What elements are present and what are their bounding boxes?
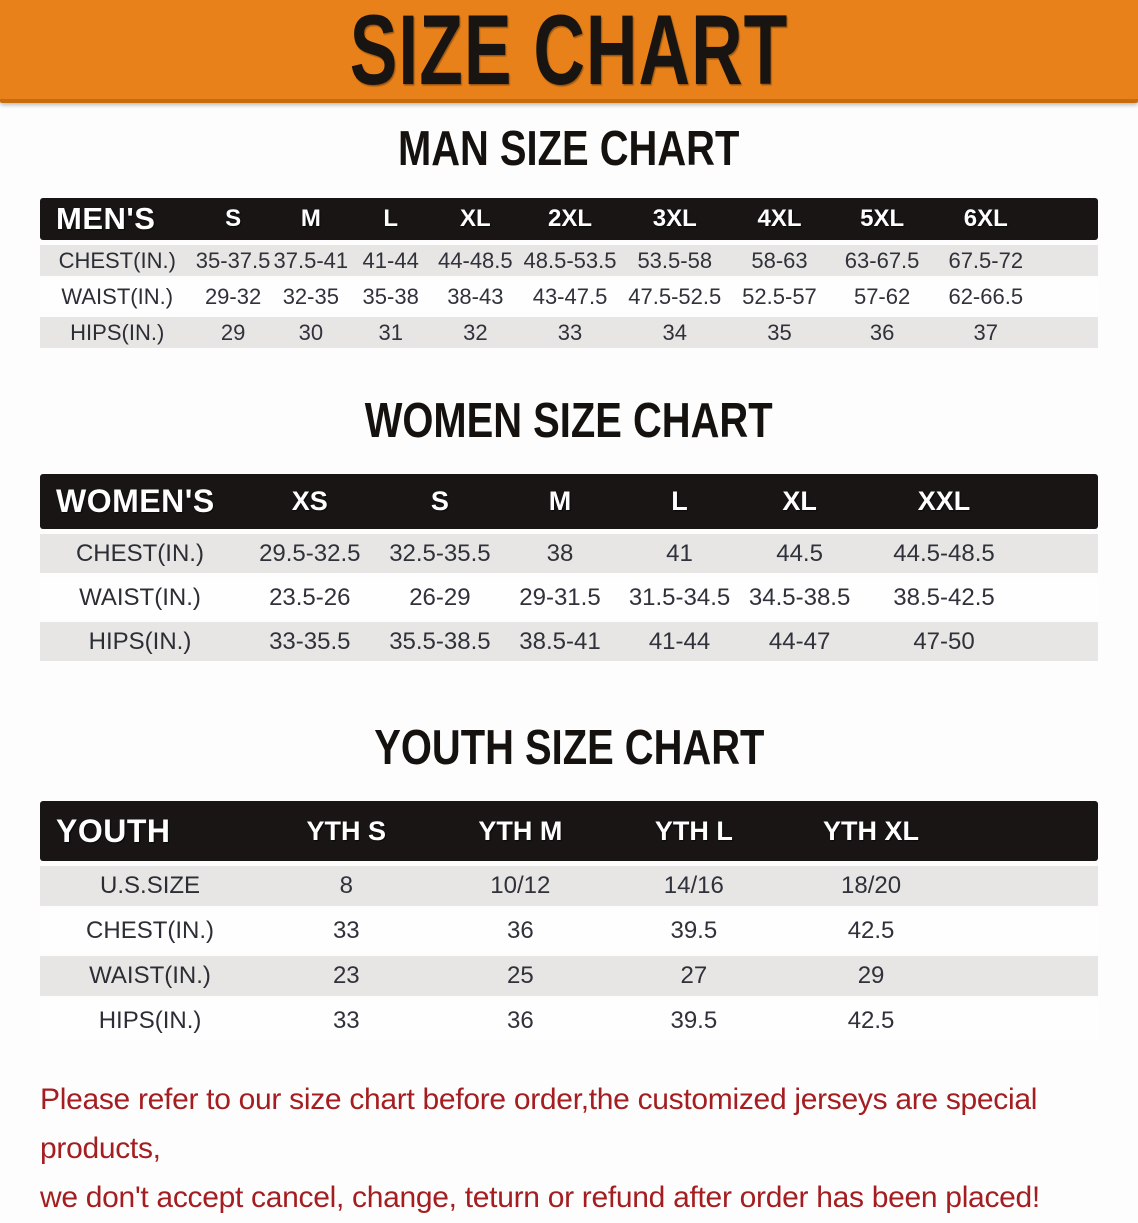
- size-value-cell: 48.5-53.5: [519, 245, 621, 276]
- size-column-header: 5XL: [830, 198, 934, 240]
- youth-section-heading: [0, 719, 1138, 776]
- measurement-row: [40, 866, 1098, 906]
- size-chart-banner: [0, 0, 1138, 103]
- size-value-cell: 47.5-52.5: [621, 281, 729, 312]
- measurement-row: [40, 622, 1098, 661]
- row-label: WAIST(IN.): [40, 281, 194, 312]
- row-spacer: [1038, 317, 1098, 348]
- row-label: U.S.SIZE: [40, 866, 260, 906]
- size-value-cell: 27: [608, 956, 779, 996]
- group-label: MEN'S: [40, 198, 194, 240]
- size-value-cell: 42.5: [780, 911, 963, 951]
- row-spacer: [963, 866, 1098, 906]
- size-value-cell: 33: [519, 317, 621, 348]
- size-column-header: L: [350, 198, 431, 240]
- size-column-header: 4XL: [729, 198, 831, 240]
- size-value-cell: 52.5-57: [729, 281, 831, 312]
- size-header-row: [40, 198, 1098, 240]
- size-value-cell: 10/12: [433, 866, 609, 906]
- row-spacer: [1038, 245, 1098, 276]
- measurement-row: [40, 281, 1098, 312]
- youth-size-table: [40, 796, 1098, 1046]
- size-column-header: YTH L: [608, 801, 779, 861]
- header-spacer: [1038, 198, 1098, 240]
- banner-title: SIZE CHART: [349, 0, 789, 105]
- row-label: CHEST(IN.): [40, 245, 194, 276]
- size-value-cell: 44-48.5: [431, 245, 519, 276]
- size-value-cell: 37: [934, 317, 1038, 348]
- size-value-cell: 29: [194, 317, 271, 348]
- size-value-cell: 38.5-41: [500, 622, 620, 661]
- size-value-cell: 38.5-42.5: [860, 578, 1028, 617]
- size-value-cell: 63-67.5: [830, 245, 934, 276]
- size-value-cell: 67.5-72: [934, 245, 1038, 276]
- men-size-table: [40, 193, 1098, 353]
- size-column-header: 3XL: [621, 198, 729, 240]
- size-value-cell: 25: [433, 956, 609, 996]
- size-value-cell: 38: [500, 534, 620, 573]
- order-disclaimer: [40, 1076, 1100, 1223]
- size-value-cell: 39.5: [608, 911, 779, 951]
- row-spacer: [1038, 281, 1098, 312]
- size-header-row: [40, 474, 1098, 529]
- size-value-cell: 33: [260, 911, 432, 951]
- row-label: HIPS(IN.): [40, 317, 194, 348]
- women-size-section: [0, 392, 1138, 666]
- size-value-cell: 41: [620, 534, 740, 573]
- size-column-header: S: [194, 198, 271, 240]
- size-value-cell: 39.5: [608, 1001, 779, 1041]
- disclaimer-line-2: we don't accept cancel, change, teturn or refund after order has been placed!: [40, 1180, 1040, 1214]
- youth-section-heading-text: YOUTH SIZE CHART: [373, 719, 765, 775]
- size-value-cell: 41-44: [350, 245, 431, 276]
- size-value-cell: 44.5: [739, 534, 860, 573]
- size-column-header: XL: [739, 474, 860, 529]
- size-value-cell: 32-35: [272, 281, 350, 312]
- size-value-cell: 34: [621, 317, 729, 348]
- size-value-cell: 23: [260, 956, 432, 996]
- row-spacer: [963, 1001, 1098, 1041]
- youth-size-section: [0, 719, 1138, 1046]
- size-value-cell: 35-38: [350, 281, 431, 312]
- size-value-cell: 26-29: [380, 578, 501, 617]
- size-value-cell: 36: [433, 1001, 609, 1041]
- size-value-cell: 18/20: [780, 866, 963, 906]
- group-label: YOUTH: [40, 801, 260, 861]
- row-label: HIPS(IN.): [40, 1001, 260, 1041]
- women-section-heading-text: WOMEN SIZE CHART: [365, 392, 773, 448]
- size-column-header: 6XL: [934, 198, 1038, 240]
- size-column-header: M: [272, 198, 350, 240]
- size-value-cell: 29: [780, 956, 963, 996]
- size-value-cell: 62-66.5: [934, 281, 1038, 312]
- size-value-cell: 35: [729, 317, 831, 348]
- size-value-cell: 34.5-38.5: [739, 578, 860, 617]
- size-column-header: 2XL: [519, 198, 621, 240]
- size-value-cell: 36: [433, 911, 609, 951]
- size-value-cell: 32: [431, 317, 519, 348]
- size-value-cell: 29-32: [194, 281, 271, 312]
- row-spacer: [1028, 534, 1098, 573]
- size-value-cell: 36: [830, 317, 934, 348]
- size-column-header: YTH S: [260, 801, 432, 861]
- size-value-cell: 42.5: [780, 1001, 963, 1041]
- measurement-row: [40, 245, 1098, 276]
- size-value-cell: 30: [272, 317, 350, 348]
- size-column-header: YTH M: [433, 801, 609, 861]
- row-spacer: [1028, 622, 1098, 661]
- size-value-cell: 14/16: [608, 866, 779, 906]
- women-size-table: [40, 469, 1098, 666]
- size-value-cell: 38-43: [431, 281, 519, 312]
- measurement-row: [40, 911, 1098, 951]
- row-label: CHEST(IN.): [40, 911, 260, 951]
- measurement-row: [40, 578, 1098, 617]
- size-value-cell: 43-47.5: [519, 281, 621, 312]
- size-value-cell: 58-63: [729, 245, 831, 276]
- size-value-cell: 44-47: [739, 622, 860, 661]
- size-value-cell: 33: [260, 1001, 432, 1041]
- size-value-cell: 31: [350, 317, 431, 348]
- row-spacer: [963, 956, 1098, 996]
- size-column-header: YTH XL: [780, 801, 963, 861]
- size-value-cell: 44.5-48.5: [860, 534, 1028, 573]
- group-label: WOMEN'S: [40, 474, 240, 529]
- size-value-cell: 29.5-32.5: [240, 534, 380, 573]
- size-header-row: [40, 801, 1098, 861]
- size-value-cell: 47-50: [860, 622, 1028, 661]
- size-column-header: M: [500, 474, 620, 529]
- size-value-cell: 37.5-41: [272, 245, 350, 276]
- measurement-row: [40, 534, 1098, 573]
- row-label: HIPS(IN.): [40, 622, 240, 661]
- row-spacer: [963, 911, 1098, 951]
- size-value-cell: 35.5-38.5: [380, 622, 501, 661]
- size-column-header: S: [380, 474, 501, 529]
- header-spacer: [963, 801, 1098, 861]
- size-value-cell: 32.5-35.5: [380, 534, 501, 573]
- men-section-heading: [0, 120, 1138, 177]
- size-value-cell: 8: [260, 866, 432, 906]
- men-section-heading-text: MAN SIZE CHART: [398, 120, 740, 176]
- size-value-cell: 33-35.5: [240, 622, 380, 661]
- size-value-cell: 41-44: [620, 622, 740, 661]
- row-label: WAIST(IN.): [40, 578, 240, 617]
- size-value-cell: 53.5-58: [621, 245, 729, 276]
- size-column-header: L: [620, 474, 740, 529]
- size-value-cell: 23.5-26: [240, 578, 380, 617]
- measurement-row: [40, 956, 1098, 996]
- size-column-header: XS: [240, 474, 380, 529]
- measurement-row: [40, 1001, 1098, 1041]
- size-value-cell: 29-31.5: [500, 578, 620, 617]
- size-column-header: XL: [431, 198, 519, 240]
- disclaimer-line-1: Please refer to our size chart before order,the customized jerseys are special products,: [40, 1083, 1038, 1165]
- size-value-cell: 31.5-34.5: [620, 578, 740, 617]
- size-value-cell: 57-62: [830, 281, 934, 312]
- size-column-header: XXL: [860, 474, 1028, 529]
- measurement-row: [40, 317, 1098, 348]
- row-label: WAIST(IN.): [40, 956, 260, 996]
- row-label: CHEST(IN.): [40, 534, 240, 573]
- row-spacer: [1028, 578, 1098, 617]
- men-size-section: [0, 120, 1138, 353]
- women-section-heading: [0, 392, 1138, 449]
- header-spacer: [1028, 474, 1098, 529]
- size-value-cell: 35-37.5: [194, 245, 271, 276]
